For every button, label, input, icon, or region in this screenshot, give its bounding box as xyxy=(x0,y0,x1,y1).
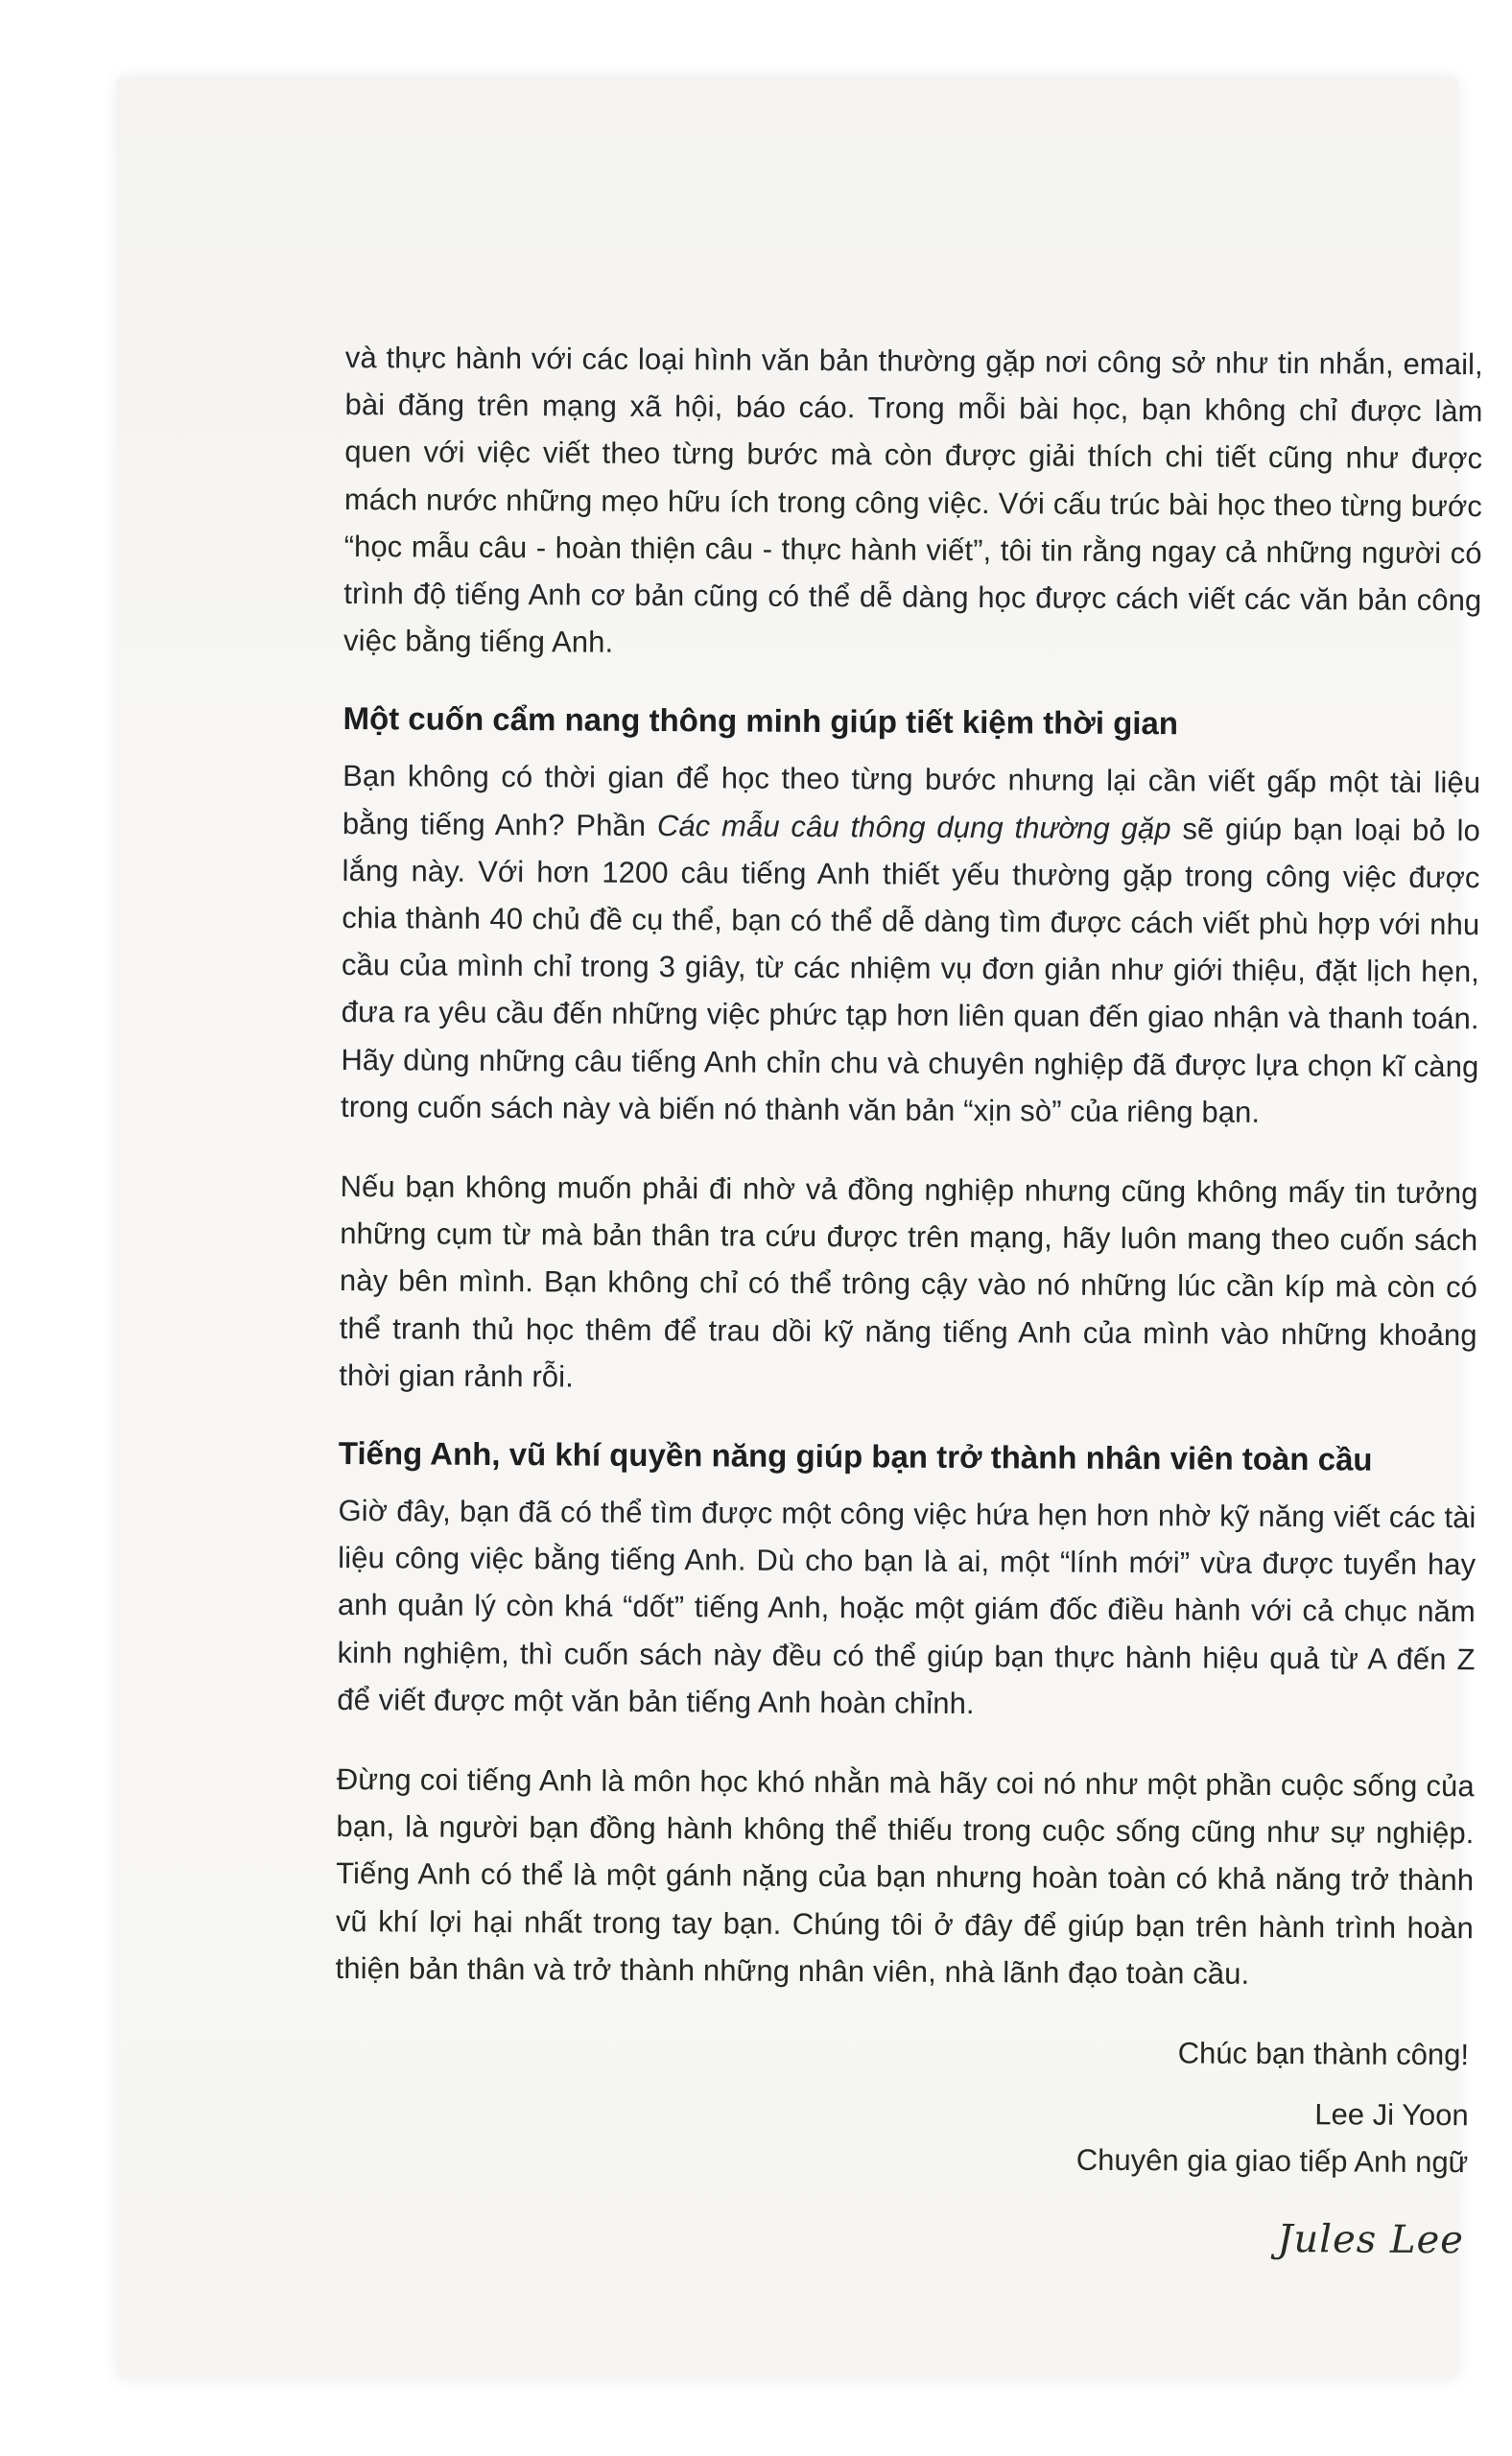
book-page xyxy=(117,77,1483,2379)
paragraph-handbook-text-2: sẽ giúp bạn loại bỏ lo lắng này. Với hơn 1200 câu tiếng Anh thiết yếu thường gặp trong công việc được chia thành 40 chủ đề cụ thể, bạn có thể dễ dàng tìm được cách viết phù hợp với nhu cầu của mình chỉ trong 3 giây, từ các nhiệm vụ đơn giản như giới thiệu, đặt lịch hẹn, đưa ra yêu cầu đến những việc phức tạp hơn liên quan đến giao nhận và thanh toán. Hãy dùng những câu tiếng Anh chỉn chu và chuyên nghiệp đã được lựa chọn kĩ càng trong cuốn sách này và biến nó thành văn bản “xịn sò” của riêng bạn. xyxy=(340,811,1480,1129)
paragraph-english-life: Đừng coi tiếng Anh là môn học khó nhằn mà hãy coi nó như một phần cuộc sống của bạn, là người bạn đồng hành không thể thiếu trong cuộc sống cũng như sự nghiệp. Tiếng Anh có thể là một gánh nặng của bạn nhưng hoàn toàn có khả năng trở thành vũ khí lợi hại nhất trong tay bạn. Chúng tôi ở đây để giúp bạn trên hành trình hoàn thiện bản thân và trở thành những nhân viên, nhà lãnh đạo toàn cầu. xyxy=(335,1762,1475,1991)
section-heading-english-weapon: Tiếng Anh, vũ khí quyền năng giúp bạn trở thành nhân viên toàn cầu xyxy=(338,1435,1373,1477)
handwritten-signature: Jules Lee xyxy=(1277,2217,1465,2263)
paragraph-handbook-text-1: Bạn không có thời gian để học theo từng bước nhưng lại cần viết gấp một tài liệu bằng tiếng Anh? Phần xyxy=(342,759,1481,842)
section-heading-handbook: Một cuốn cẩm nang thông minh giúp tiết kiệm thời gian xyxy=(343,700,1179,742)
author-name: Lee Ji Yoon xyxy=(1314,2097,1469,2133)
page-content xyxy=(334,334,1483,2262)
paragraph-intro-continued: và thực hành với các loại hình văn bản thường gặp nơi công sở như tin nhắn, email, bài đăng trên mạng xã hội, báo cáo. Trong mỗi bài học, bạn không chỉ được làm quen với việc viết theo từng bước mà còn được giải thích chi tiết cũng như được mách nước những mẹo hữu ích trong công việc. Với cấu trúc bài học theo từng bước “học mẫu câu - hoàn thiện câu - thực hành viết”, tôi tin rằng ngay cả những người có trình độ tiếng Anh cơ bản cũng có thể dễ dàng học được cách viết các văn bản công việc bằng tiếng Anh. xyxy=(343,340,1483,659)
paragraph-carry-book: Nếu bạn không muốn phải đi nhờ vả đồng nghiệp nhưng cũng không mấy tin tưởng những cụm từ mà bản thân tra cứu được trên mạng, hãy luôn mang theo cuốn sách này bên mình. Bạn không chỉ có thể trông cậy vào nó những lúc cần kíp mà còn có thể tranh thủ học thêm để trau dồi kỹ năng tiếng Anh của mình vào những khoảng thời gian rảnh rỗi. xyxy=(339,1169,1478,1394)
author-title: Chuyên gia giao tiếp Anh ngữ xyxy=(1075,2142,1469,2180)
paragraph-handbook-italic: Các mẫu câu thông dụng thường gặp xyxy=(656,808,1171,845)
paragraph-find-job: Giờ đây, bạn đã có thể tìm được một công việc hứa hẹn hơn nhờ kỹ năng viết các tài liệu công việc bằng tiếng Anh. Dù cho bạn là ai, một “lính mới” vừa được tuyển hay anh quản lý còn khá “dốt” tiếng Anh, hoặc một giám đốc điều hành với cả chục năm kinh nghiệm, thì cuốn sách này đều có thể giúp bạn thực hành hiệu quả từ A đến Z để viết được một văn bản tiếng Anh hoàn chỉnh. xyxy=(337,1494,1477,1720)
closing-greeting: Chúc bạn thành công! xyxy=(1177,2036,1470,2072)
paragraph-handbook xyxy=(341,752,1480,1137)
